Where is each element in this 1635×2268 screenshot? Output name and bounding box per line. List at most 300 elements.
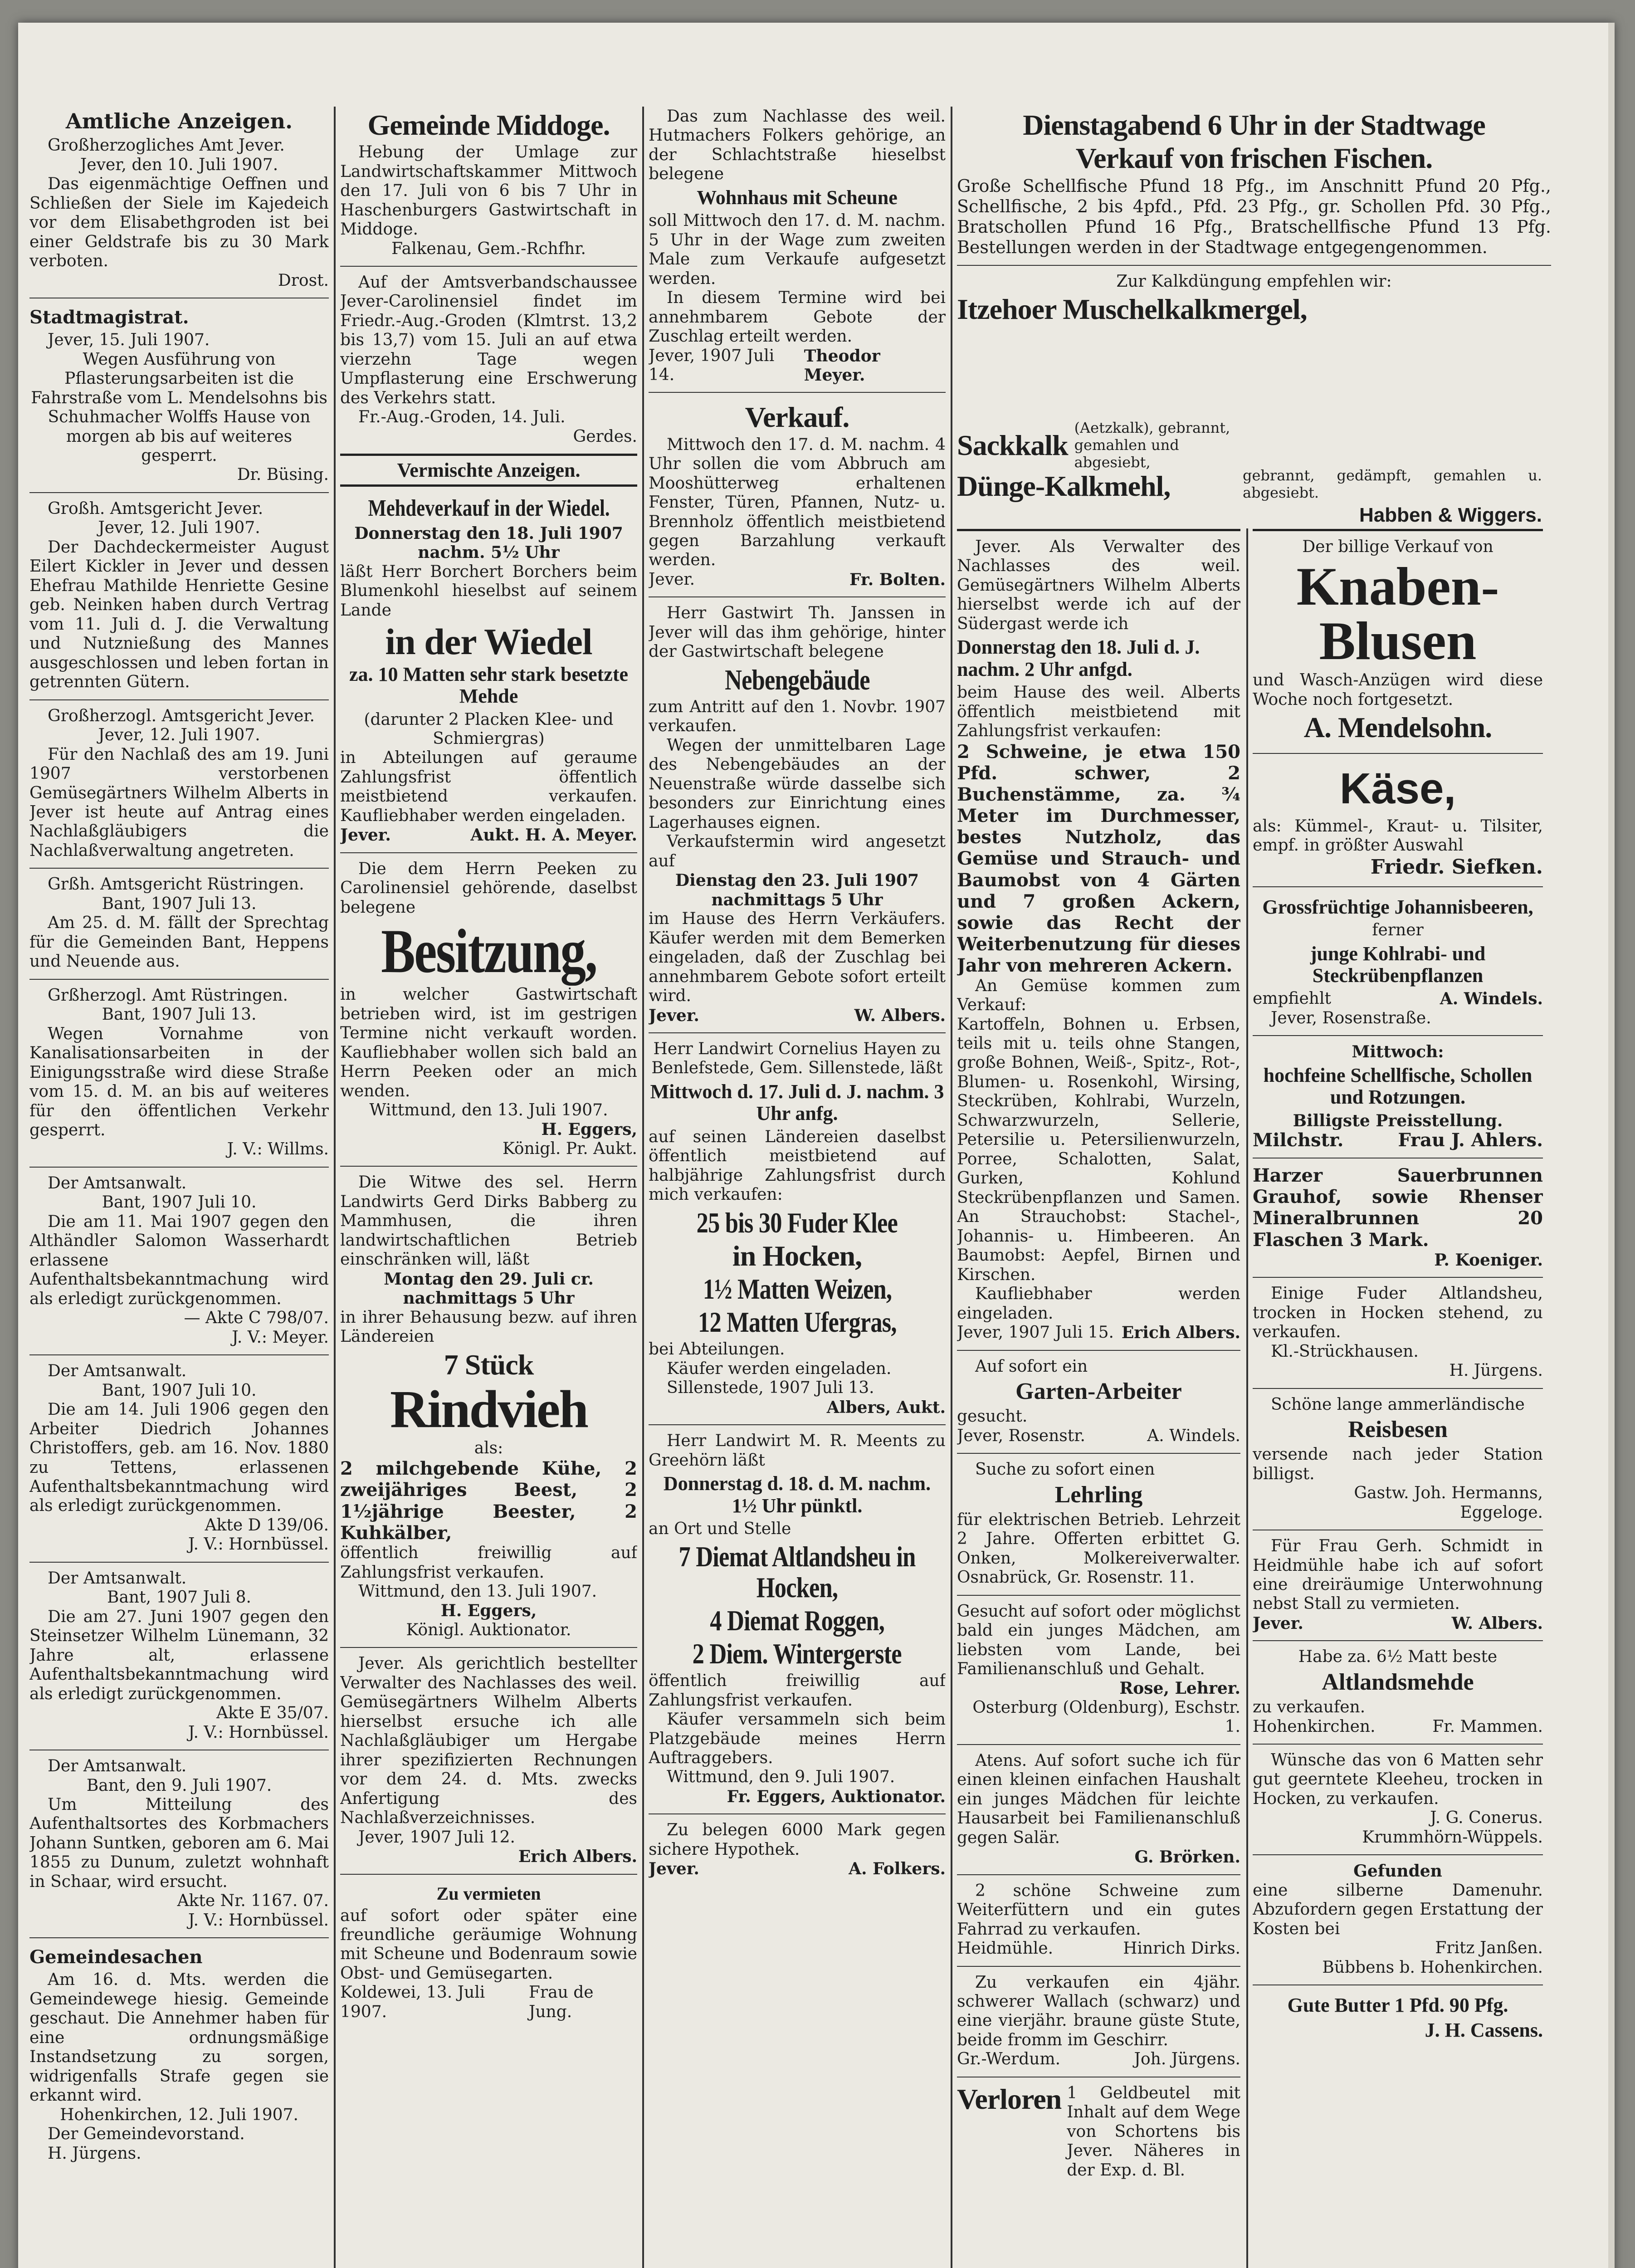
items: 2 milchgebende Kühe, 2 zweijähriges Beest, 2 1½jährige Beester, 2 Kuhkälber,: [340, 1458, 637, 1544]
ad-text: im Hause des Herrn Verkäufers. Käufer werden mit dem Bemerken eingeladen, daß der Zuschlag bei annehmbarem Gebote sofort erteilt wird.: [649, 909, 946, 1006]
headline-text: Besitzung,: [381, 916, 597, 986]
notice-line: Am 16. d. Mts. werden die Gemeindewege hiesig. Gemeinde geschaut. Die Annehmer haben für eine ordnungsmäßige Instandsetzung zu sorgen, widrigenfalls Strafe gegen sie erkannt wird.: [29, 1970, 329, 2105]
notice-line: Grßh. Amtsgericht Rüstringen.: [48, 875, 304, 894]
divider: [1253, 753, 1543, 754]
column-rule: [951, 107, 952, 2268]
notice-line: Um Mitteilung des Aufenthaltsortes des Korbmachers Johann Suntken, geboren am 6. Mai 1855 zu Dunum, zuletzt wohnhaft in Schaar, wird ersucht.: [29, 1795, 329, 1891]
sig-place: Jever.: [649, 570, 695, 589]
signature: Gastw. Joh. Hermanns,: [1354, 1484, 1543, 1503]
signature: G. Brörken.: [1134, 1848, 1240, 1867]
ad-lehrling: [957, 1457, 1240, 1592]
notice-signature: J. V.: Hornbüssel.: [188, 1535, 329, 1554]
ad-text: Gesucht auf sofort oder möglichst bald ein junges Mädchen, am liebsten vom Lande, bei Familienanschluß und Gehalt.: [957, 1602, 1240, 1678]
newspaper-page: [18, 23, 1615, 2268]
signature: H. Eggers,: [541, 1120, 637, 1139]
notice-line: Akte D 139/06.: [205, 1515, 329, 1535]
divider: [29, 868, 329, 869]
wide-fish-ad: [934, 104, 1551, 340]
notice-line: Akte Nr. 1167. 07.: [177, 1892, 329, 1911]
ad-text: in ihrer Behausung bezw. auf ihren Ländereien: [340, 1308, 637, 1346]
ad-maedchen-osterburg: [957, 1599, 1240, 1741]
notice-line: Bant, 1907 Juli 10.: [102, 1381, 257, 1400]
ad-alberts-versteigerung: [957, 535, 1240, 1347]
ad-text: öffentlich freiwillig auf Zahlungsfrist verkaufen.: [649, 1672, 946, 1710]
ad-text: auf seinen Ländereien daselbst öffentlich meistbietend auf halbjährige Zahlungsfrist durch mich verkaufen:: [649, 1127, 946, 1204]
notice-heading: Gemeindesachen: [29, 1946, 203, 1968]
official-notice: [29, 704, 329, 865]
signature: Fritz Janßen.: [1435, 1939, 1543, 1958]
kalk-row-sackkalk: [957, 420, 1243, 471]
product-name: Dünge-Kalkmehl,: [957, 470, 1171, 503]
sig-place: Koldewei, 13. Juli 1907.: [340, 1983, 485, 2021]
place: Bübbens b. Hohenkirchen.: [1322, 1958, 1543, 1977]
ad-text: öffentlich freiwillig auf Zahlungsfrist verkaufen.: [340, 1544, 637, 1582]
ad-wallach: [957, 1970, 1240, 2074]
official-notice: [29, 1942, 329, 2168]
ad-text: als: Kümmel-, Kraut- u. Tilsiter, empf. in größter Auswahl: [1253, 816, 1543, 855]
divider: [649, 392, 946, 393]
notice-line: Bant, 1907 Juli 8.: [107, 1588, 251, 1607]
ad-text: in welcher Gastwirtschaft betrieben wird, ist im gestrigen Termine nicht verkauft worden. Kaufliebhaber wollen sich bald an Herrn Peeken oder an mich wenden.: [340, 985, 637, 1100]
divider: [1253, 1744, 1543, 1745]
notice-line: Am 25. d. M. fällt der Sprechtag für die Gemeinden Bant, Heppens und Neuende aus.: [29, 914, 329, 971]
ad-kleeheu: [1253, 1748, 1543, 1852]
place: Osterburg (Oldenburg), Eschstr. 1.: [972, 1698, 1240, 1736]
ad-gemeinde-middoge: [340, 104, 637, 263]
sig-name: Hinrich Dirks.: [1123, 1939, 1240, 1958]
ad-text: Die Witwe des sel. Herrn Landwirts Gerd Dirks Babberg zu Mammhusen, die ihren landwirtschaftlichen Betrieb einschränken will, läßt: [340, 1173, 637, 1269]
signature-row: [340, 1983, 637, 2022]
ad-schellfische: [1253, 1040, 1543, 1155]
divider: [957, 1744, 1240, 1745]
headline: Lehrling: [1054, 1481, 1143, 1508]
ad-text: in Abteilungen auf geraume Zahlungsfrist öffentlich meistbietend verkaufen. Kaufliebhaber werden eingeladen.: [340, 748, 637, 825]
ad-text: versende nach jeder Station billigst.: [1253, 1445, 1543, 1483]
sig-name: A. Folkers.: [849, 1859, 946, 1879]
ad-text: beim Hause des weil. Alberts öffentlich meistbietend mit Zahlungsfrist verkaufen:: [957, 683, 1240, 741]
signature-row: [649, 1859, 946, 1878]
als: als:: [474, 1438, 503, 1457]
notice-line: Die am 27. Juni 1907 gegen den Steinsetzer Wilhelm Lünemann, 32 Jahre alt, erlassene Aufenthaltsbekanntmachung wird als erledigt zurückgenommen.: [29, 1607, 329, 1703]
place-date: Fr.-Aug.-Groden, 14. Juli.: [358, 408, 566, 427]
signature-row: [1253, 1130, 1543, 1150]
divider: [1253, 1984, 1543, 1985]
headline: Reisbesen: [1348, 1417, 1448, 1443]
signature: Rose, Lehrer.: [1119, 1679, 1240, 1698]
ad-text: Atens. Auf sofort suche ich für einen kleinen einfachen Haushalt ein junges Mädchen für leichte Hausarbeit bei Familienanschluß gegen Salär.: [957, 1751, 1240, 1847]
notice-line: Wegen Ausführung von Pflasterungsarbeiten ist die Fahrstraße vom L. Mendelsohns bis Schuhmacher Wolffs Hause von morgen ab bis auf weiteres gesperrt.: [31, 350, 327, 465]
signature-row: [649, 570, 946, 589]
signature-row: [649, 347, 946, 385]
product-name: Sackkalk: [957, 429, 1068, 462]
product-note: gebrannt, gedämpft, gemahlen u. abgesiebt.: [1243, 467, 1542, 501]
section-heading: Vermischte Anzeigen.: [397, 459, 581, 482]
ad-text: Einige Fuder Altlandsheu, trocken in Hocken stehend, zu verkaufen.: [1253, 1284, 1543, 1342]
headline: Garten-Arbeiter: [1015, 1378, 1182, 1404]
headline-big: [649, 1307, 946, 1337]
ad-mehdeverkauf: [340, 490, 637, 850]
headline-big: in der Wiedel: [385, 621, 592, 663]
ad-text: zum Antritt auf den 1. Novbr. 1907 verkaufen.: [649, 698, 946, 736]
headline: junge Kohlrabi- und Steckrübenpflanzen: [1310, 942, 1486, 987]
signature: Falkenau, Gem.-Rchfhr.: [391, 239, 586, 258]
ad-text: für elektrischen Betrieb. Lehrzeit 2 Jahre. Offerten erbittet G. Onken, Molkereiverwalter. Osnabrück, Gr. Rosenstr. 11.: [957, 1510, 1240, 1587]
date: Dienstag den 23. Juli 1907 nachmittags 5 Uhr: [675, 871, 919, 909]
notice-line: Jever, 12. Juli 1907.: [98, 518, 260, 538]
ad-butter: [1253, 1989, 1543, 2048]
ad-rindvieh: [340, 1170, 637, 1644]
signature-row: [1253, 1614, 1543, 1633]
ad-text: Habe za. 6½ Matt beste: [1298, 1647, 1498, 1667]
notice-signature: Drost.: [278, 271, 329, 290]
ad-text: 1 Geldbeutel mit Inhalt auf dem Wege von Schortens bis Jever. Näheres in der Exp. d. Bl.: [1067, 2083, 1240, 2180]
sig-name: Fr. Bolten.: [849, 570, 946, 589]
headline: [649, 665, 946, 695]
divider: [1253, 886, 1543, 887]
ad-reisbesen: [1253, 1393, 1543, 1527]
ad-hypothek: [649, 1818, 946, 1883]
ad-garten-arbeiter: [957, 1354, 1240, 1451]
notice-line: Hohenkirchen, 12. Juli 1907.: [60, 2105, 298, 2124]
column-official-notices: [29, 104, 329, 2268]
kalk-notes: [1243, 417, 1542, 535]
ad-text: Schöne lange ammerländische: [1271, 1395, 1525, 1414]
divider: [340, 266, 637, 267]
divider: [1253, 1640, 1543, 1641]
divider: [957, 529, 1240, 531]
sig-name: A. Windels.: [1440, 989, 1543, 1009]
signature-row: [957, 1323, 1240, 1342]
headline-big: Knaben-Blusen: [1296, 556, 1499, 671]
ad-text: Billigste Preisstellung.: [1293, 1111, 1503, 1130]
divider: [1253, 1854, 1543, 1855]
signature-row: [649, 1006, 946, 1025]
signature-big: A. Mendelsohn.: [1303, 711, 1492, 744]
headline: Dienstagabend 6 Uhr in der Stadtwage: [1023, 109, 1485, 141]
notice-signature: J. V.: Meyer.: [232, 1328, 329, 1347]
official-notice: [29, 302, 329, 489]
divider: [957, 1350, 1240, 1351]
sig-place: Gr.-Werdum.: [957, 2050, 1061, 2069]
headline-text: 4 Diemat Roggen,: [710, 1604, 884, 1637]
divider: [29, 699, 329, 700]
headline: [340, 496, 637, 521]
signature: J. G. Conerus.: [1430, 1809, 1543, 1828]
sig-place: Jever.: [1253, 1613, 1303, 1633]
date: Donnerstag den 18. Juli 1907: [354, 523, 623, 543]
notice-line: Jever, den 10. Juli 1907.: [80, 155, 278, 174]
headline-big: [649, 1541, 946, 1602]
date-headline: Mittwoch d. 17. Juli d. J. nachm. 3 Uhr anfg.: [650, 1080, 944, 1125]
date-headline: Donnerstag d. 18. d. M. nachm. 1½ Uhr pünktl.: [663, 1472, 931, 1517]
headline-text: Mehdeverkauf in der Wiedel.: [368, 495, 610, 521]
ad-text: gesucht.: [957, 1407, 1028, 1426]
ad-gefunden: [1253, 1859, 1543, 1982]
headline: Itzehoer Muschelkalkmergel,: [957, 293, 1307, 326]
signature: Erich Albers.: [518, 1847, 637, 1867]
headline: Gemeinde Middoge.: [367, 109, 610, 141]
divider: [649, 1032, 946, 1033]
divider: [29, 979, 329, 980]
signature-row: [957, 1427, 1240, 1446]
notice-line: Bant, den 9. Juli 1907.: [86, 1776, 272, 1795]
ad-text: auf sofort oder später eine freundliche geräumige Wohnung mit Scheune und Bodenraum sowie Obst- und Gemüsegarten.: [340, 1906, 637, 1983]
sig-name: Frau J. Ahlers.: [1398, 1129, 1543, 1151]
divider: [340, 1874, 637, 1875]
signature: P. Koeniger.: [1434, 1250, 1543, 1270]
official-notice: [29, 1171, 329, 1352]
ad-text: Kaufliebhaber werden eingeladen.: [957, 1285, 1240, 1323]
signature-title: Königl. Auktionator.: [406, 1620, 571, 1639]
sig-place: Hohenkirchen.: [1253, 1717, 1376, 1736]
sig-place: Jever, Rosenstr.: [957, 1426, 1085, 1445]
headline-text: 7 Diemat Altlandsheu in Hocken,: [678, 1540, 916, 1603]
ad-text: bei Abteilungen.: [649, 1340, 785, 1359]
headline-big: [649, 1207, 946, 1238]
ad-fische: [934, 104, 1551, 262]
ad-verkauf: [649, 396, 946, 594]
notice-line: Grßherzogl. Amt Rüstringen.: [48, 986, 288, 1005]
notice-line: Bant, 1907 Juli 13.: [102, 1005, 257, 1024]
headline: hochfeine Schellfische, Schollen und Rotzungen.: [1263, 1064, 1533, 1109]
notice-signature: J. V.: Hornbüssel.: [188, 1911, 329, 1930]
place-date: Wittmund, den 9. Juli 1907.: [667, 1768, 895, 1787]
ad-altlandsheu: [649, 1429, 946, 1811]
signature-row: [1253, 989, 1543, 1008]
divider: [340, 1647, 637, 1648]
ad-altlandsheu: [1253, 1281, 1543, 1385]
sig-place: Jever.: [649, 1859, 699, 1879]
divider: [29, 1562, 329, 1563]
ad-text: Käufer werden eingeladen.: [667, 1359, 892, 1378]
column-rule: [334, 107, 336, 2268]
divider: [957, 1966, 1240, 1967]
sig-place: Jever, 1907 Juli 14.: [649, 346, 775, 385]
ad-text: Für Frau Gerh. Schmidt in Heidmühle habe ich auf sofort eine dreiräumige Unterwohnung nebst Stall zu vermieten.: [1253, 1537, 1543, 1613]
notice-line: Für den Nachlaß des am 19. Juni 1907 verstorbenen Gemüsegärtners Wilhelm Alberts in Jever ist heute auf Antrag eines Nachlaßgläubigers die Nachlaßverwaltung angetreten.: [29, 745, 329, 860]
ad-nebengebaeude: [649, 601, 946, 1030]
ad-text: läßt Herr Borchert Borchers beim Blumenkohl hieselbst auf seinem Lande: [340, 562, 637, 620]
column-rule: [1246, 528, 1248, 2268]
ad-text: Verkaufstermin wird angesetzt auf: [649, 832, 946, 870]
ad-verloren: [957, 2081, 1240, 2185]
ad-wohnhaus: [649, 104, 946, 389]
notice-line: Der Amtsanwalt.: [48, 1569, 187, 1588]
notice-line: Der Gemeindevorstand.: [48, 2125, 245, 2144]
sig-name: Frau de Jung.: [528, 1983, 594, 2021]
headline: 7 Stück: [444, 1348, 534, 1381]
place-date: Jever, 1907 Juli 12.: [358, 1828, 515, 1847]
signature: Gerdes.: [573, 427, 637, 446]
notice-line: Bant, 1907 Juli 13.: [102, 894, 257, 913]
ad-kaese: [1253, 758, 1543, 884]
headline-big: [649, 1605, 946, 1636]
ad-text: und Wasch-Anzügen wird diese Woche noch fortgesetzt.: [1253, 671, 1543, 709]
signature: H. Jürgens.: [1449, 1361, 1543, 1380]
signature: J. H. Cassens.: [1425, 2019, 1543, 2041]
ad-text: Jever. Als Verwalter des Nachlasses des weil. Gemüsegärtners Wilhelm Alberts hierselbst werde ich auf der Südergast werde ich: [957, 538, 1240, 633]
signature-title: Königl. Pr. Aukt.: [502, 1139, 637, 1158]
sig-name: Theodor Meyer.: [804, 346, 880, 385]
divider: [649, 1424, 946, 1425]
divider: [29, 1167, 329, 1168]
ad-zu-vermieten: [340, 1878, 637, 2027]
divider: [957, 1453, 1240, 1454]
signature-row: [957, 1939, 1240, 1958]
sig-place: Jever, 1907 Juli 15.: [957, 1323, 1114, 1342]
ad-unterwohnung: [1253, 1534, 1543, 1637]
ad-maedchen-atens: [957, 1749, 1240, 1872]
notice-line: Das eigenmächtige Oeffnen und Schließen der Siele im Kajedeich vor dem Elisabethgroden ist bei einer Geldstrafe bis zu 30 Mark verboten.: [29, 175, 329, 271]
headline: Altlandsmehde: [1322, 1669, 1474, 1695]
headline: Verloren: [957, 2082, 1062, 2115]
official-notice: [29, 104, 329, 295]
headline-big: Rindvieh: [390, 1379, 588, 1439]
notice-line: — Akte C 798/07.: [184, 1309, 329, 1328]
column-4: [957, 526, 1240, 2268]
sig-name: Fr. Mammen.: [1432, 1717, 1543, 1736]
divider: [340, 1166, 637, 1167]
ad-text: ferner: [1372, 921, 1424, 940]
signature-row: [340, 826, 637, 845]
headline: Wohnhaus mit Scheune: [697, 186, 898, 209]
ad-text: eine silberne Damenuhr. Abzufordern gegen Erstattung der Kosten bei: [1253, 1881, 1543, 1938]
ad-head: Gefunden: [1353, 1862, 1442, 1881]
headline-sub: za. 10 Matten sehr stark besetzte Mehde: [349, 663, 628, 708]
ad-text: Zu verkaufen ein 4jähr. schwerer Wallach (schwarz) und eine vierjähr. braune güste Stute, beide fromm im Geschirr.: [957, 1973, 1240, 2049]
notice-line: Bant, 1907 Juli 10.: [102, 1193, 257, 1212]
notice-line: Der Amtsanwalt.: [48, 1757, 187, 1776]
official-notice: [29, 872, 329, 976]
sig-place: Heidmühle.: [957, 1939, 1054, 1958]
divider: [1253, 1035, 1543, 1036]
signature-row: [957, 2050, 1240, 2069]
ad-note: (darunter 2 Placken Klee- und Schmiergras): [364, 710, 614, 748]
ad-altlandsmehde: [1253, 1645, 1543, 1741]
sig-name: W. Albers.: [1451, 1613, 1543, 1633]
sig-name: Joh. Jürgens.: [1134, 2050, 1240, 2069]
ad-text: Käufer versammeln sich beim Platzgebäude meines Herrn Auftraggebers.: [649, 1710, 946, 1768]
place: Krummhörn-Wüppels.: [1362, 1828, 1543, 1847]
notice-line: Großherzogliches Amt Jever.: [48, 136, 285, 155]
divider: [649, 596, 946, 597]
divider: [1253, 529, 1543, 531]
notice-signature: J. V.: Willms.: [227, 1140, 329, 1159]
notice-line: Der Amtsanwalt.: [48, 1173, 187, 1193]
notice-heading: Amtliche Anzeigen.: [65, 109, 293, 133]
sig-name: Aukt. H. A. Meyer.: [470, 826, 637, 845]
sig-name: Erich Albers.: [1121, 1323, 1240, 1343]
ad-text: Zur Kalkdüngung empfehlen wir:: [1116, 272, 1392, 291]
notice-line: Wegen Vornahme von Kanalisationsarbeiten in der Einigungsstraße wird diese Straße vom 15. d. M. an bis auf weiteres für den öffentlichen Verkehr gesperrt.: [29, 1024, 329, 1140]
notice-heading: Stadtmagistrat.: [29, 307, 189, 328]
headline-big: in Hocken,: [732, 1239, 862, 1272]
notice-signature: J. V.: Hornbüssel.: [188, 1723, 329, 1742]
ad-text: an Ort und Stelle: [649, 1519, 791, 1538]
official-notice: [29, 1566, 329, 1747]
ad-text: Jever. Als gerichtlich bestellter Verwalter des Nachlasses des weil. Gemüsegärtners Wilhelm Alberts hierselbst ersuche ich alle Nachlaßgläubiger um Hergabe ihrer spezifizierten Rechnungen vor dem 24. d. Mts. zwecks Anfertigung des Nachlaßverzeichnisses.: [340, 1654, 637, 1828]
place: Eggeloge.: [1460, 1503, 1543, 1522]
page-edge: [1608, 23, 1615, 2268]
sig-place: Jever.: [340, 826, 391, 845]
ad-text: soll Mittwoch den 17. d. M. nachm. 5 Uhr in der Wage zum zweiten Male zum Verkaufe aufgesetzt werden.: [649, 211, 946, 288]
headline-text: 25 bis 30 Fuder Klee: [696, 1206, 898, 1239]
date-headline: Donnerstag den 18. Juli d. J. nachm. 2 Uhr anfgd.: [957, 636, 1200, 680]
ad-text: Harzer Sauerbrunnen Grauhof, sowie Rhenser Mineralbrunnen 20 Flaschen 3 Mark.: [1253, 1165, 1543, 1251]
signature: Habben & Wiggers.: [1359, 503, 1542, 526]
ad-head: Mittwoch:: [1352, 1042, 1444, 1062]
sig-place: Jever.: [649, 1006, 699, 1025]
sig-place: Milchstr.: [1253, 1129, 1344, 1151]
divider: [29, 1354, 329, 1355]
notice-line: Die am 11. Mai 1907 gegen den Althändler Salomon Wasserhardt erlassene Aufenthaltsbekanntmachung wird als erledigt zurückgenommen.: [29, 1212, 329, 1308]
ad-klee: [649, 1037, 946, 1422]
divider: [340, 852, 637, 853]
ad-bold-text: 2 Schweine, je etwa 150 Pfd. schwer, 2 Buchenstämme, za. ¾ Meter im Durchmesser, bestes Nutzholz, das Gemüse und Strauch- und Baumobst von 4 Gärten und 7 großen Ackern, sowie das Recht der Weiterbenutzung für dieses Jahr von mehreren Ackern.: [957, 741, 1240, 977]
column-3: [649, 104, 946, 2268]
official-notice: [29, 1359, 329, 1559]
ad-text: Zu belegen 6000 Mark gegen sichere Hypothek.: [649, 1821, 946, 1859]
headline-text: 12 Matten Ufergras,: [698, 1306, 897, 1339]
notice-line: Jever, 15. Juli 1907.: [48, 331, 210, 350]
signature: Albers, Aukt.: [826, 1398, 946, 1417]
ad-schweine: [957, 1879, 1240, 1963]
date: Montag den 29. Juli cr. nachmittags 5 Uhr: [384, 1269, 594, 1308]
ad-text: Große Schellfische Pfund 18 Pfg., im Anschnitt Pfund 20 Pfg., Schellfische, 2 bis 4pfd., Pfd. 23 Pfg., gr. Schollen Pfd. 30 Pfg., Bratschollen Pfund 16 Pfg., Bratschellfische Pfund 13 Pfg. Bestellungen werden in der Stadtwage entgegengenommen.: [957, 176, 1551, 257]
notice-line: Jever, 12. Juli 1907.: [98, 726, 260, 745]
ad-text: Der billige Verkauf von: [1302, 538, 1493, 556]
notice-line: Der Amtsanwalt.: [48, 1362, 187, 1381]
sig-prefix: empfiehlt: [1253, 989, 1331, 1008]
ad-text: An Gemüse kommen zum Verkauf:: [957, 976, 1240, 1015]
ad-text: Hebung der Umlage zur Landwirtschaftskammer Mittwoch den 17. Juli von 6 bis 7 Uhr in Haschenburgers Gastwirtschaft in Middoge.: [340, 143, 637, 239]
ad-knaben-blusen: [1253, 535, 1543, 750]
place: Jever, Rosenstraße.: [1271, 1008, 1431, 1027]
ad-text: Herr Gastwirt Th. Janssen in Jever will das ihm gehörige, hinter der Gastwirtschaft belegene: [649, 604, 946, 661]
ad-text: Wegen der unmittelbaren Lage des Nebengebäudes an der Neuenstraße würde dasselbe sich besonders zur Einrichtung eines Lagerhauses eignen.: [649, 736, 946, 832]
notice-line: Großh. Amtsgericht Jever.: [48, 499, 264, 518]
ad-chaussee: [340, 270, 637, 451]
place-date: Wittmund, den 13. Juli 1907.: [369, 1101, 608, 1120]
ad-text: Mittwoch den 17. d. M. nachm. 4 Uhr sollen die vom Abbruch am Mooshütterweg erhaltenen Fenster, Türen, Pfannen, Nutz- u. Brennholz öffentlich meistbietend gegen Barzahlung verkauft werden.: [649, 435, 946, 570]
ad-text: Herr Landwirt Cornelius Hayen zu Benlefstede, Gem. Sillenstede, läßt: [651, 1039, 943, 1078]
ad-text: 2 schöne Schweine zum Weiterfüttern und ein gutes Fahrrad zu verkaufen.: [957, 1881, 1240, 1939]
sig-name: W. Albers.: [854, 1006, 946, 1025]
divider: [957, 1595, 1240, 1596]
ad-text: Das zum Nachlasse des weil. Hutmachers Folkers gehörige, an der Schlachtstraße hieselbst belegene: [649, 107, 946, 184]
ad-text: Auf der Amtsverbandschaussee Jever-Carolinensiel findet im Friedr.-Aug.-Groden (Klmtrst. 13,2 bis 13,7) vom 15. Juli an auf etwa vierzehn Tage wegen Umpflasterung eine Erschwerung des Verkehrs statt.: [340, 273, 637, 407]
notice-line: Großherzogl. Amtsgericht Jever.: [48, 706, 315, 725]
divider: [29, 1937, 329, 1938]
signature: Friedr. Siefken.: [1370, 855, 1543, 879]
signature: Fr. Eggers, Auktionator.: [727, 1787, 946, 1806]
headline-text: Nebengebäude: [724, 663, 870, 696]
ad-nachlass-alberts: [340, 1652, 637, 1871]
ad-sauerbrunnen: [1253, 1162, 1543, 1274]
divider: [1253, 1388, 1543, 1389]
ad-text: Kartoffeln, Bohnen u. Erbsen, teils mit u. teils ohne Stangen, große Bohnen, Weiß-, Spitz-, Rot-, Blumen- u. Rosenkohl, Wirsing, Steckrüben, Kohlrabi, Wurzeln, Schwarzwurzeln, Sellerie, Petersilie u. Petersilienwurzeln, Porree, Schalotten, Salat, Gurken, Kohlund Steckrübenpflanzen und Samen. An Strauchobst: Stachel-, Johannis- u. Himbeeren. An Baumobst: Aepfel, Birnen und Kirschen.: [957, 1015, 1240, 1284]
column-2: [340, 104, 637, 2268]
divider: [957, 265, 1551, 266]
headline: Verkauf.: [745, 401, 849, 434]
divider: [1253, 1277, 1543, 1278]
notice-line: H. Jürgens.: [48, 2144, 142, 2163]
signature: H. Eggers,: [440, 1601, 537, 1621]
official-notice: [29, 983, 329, 1164]
place-date: Wittmund, den 13. Juli 1907.: [358, 1582, 597, 1601]
official-notice: [29, 1754, 329, 1935]
divider: [957, 1874, 1240, 1875]
